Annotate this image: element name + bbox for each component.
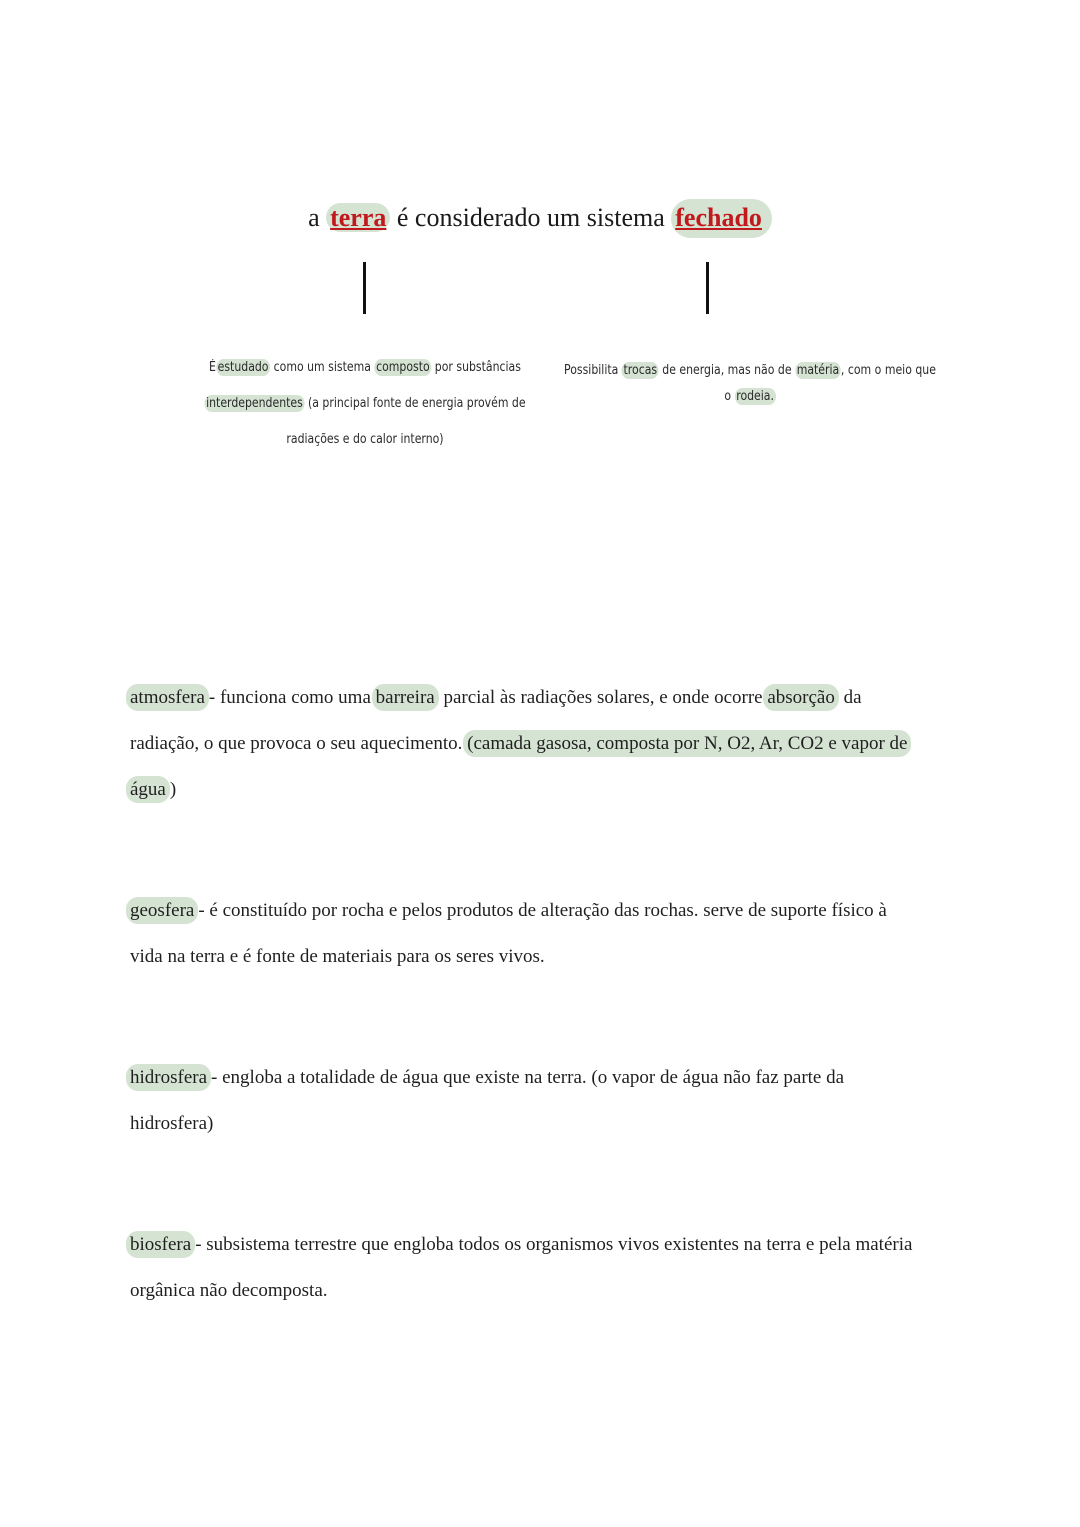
paragraph-text: - funciona como uma: [208, 687, 371, 708]
note-text: (a principal fonte de energia provém de: [307, 396, 526, 411]
term-geosfera: geosfera: [126, 897, 198, 924]
highlight-agua: água: [126, 776, 170, 803]
paragraph-hidrosfera: [130, 1055, 970, 1147]
note-text: como um sistema: [273, 360, 371, 375]
highlight-absorcao: absorção: [763, 684, 839, 711]
note-left-line-2: [193, 386, 537, 422]
term-hidrosfera: hidrosfera: [126, 1064, 211, 1091]
paragraph-text: ): [169, 779, 177, 800]
title-pre: a: [308, 203, 320, 232]
note-right-line-1: [557, 358, 943, 384]
note-text: o: [724, 389, 732, 404]
paragraph-line: [130, 1222, 970, 1268]
paragraph-text: parcial às radiações solares, e onde ocorre: [443, 687, 763, 708]
paragraph-line: [130, 888, 970, 934]
note-text: Possibilita: [564, 363, 619, 378]
paragraph-biosfera: [130, 1222, 970, 1314]
title-mid: é considerado um sistema: [396, 203, 665, 232]
paragraph-atmosfera: [130, 675, 970, 813]
paragraph-text: - subsistema terrestre que engloba todos os organismos vivos existentes na terra e pela matéria: [195, 1234, 913, 1255]
paragraph-line: hidrosfera): [130, 1113, 214, 1134]
paragraph-line: [130, 721, 970, 767]
note-text: , com o meio que: [840, 363, 936, 378]
note-left: [193, 350, 537, 458]
note-right-line-2: [557, 384, 943, 410]
paragraph-text: - engloba a totalidade de água que existe na terra. (o vapor de água não faz parte da: [211, 1067, 845, 1088]
note-highlight: matéria: [796, 363, 840, 378]
note-left-line-1: [193, 350, 537, 386]
term-atmosfera: atmosfera: [126, 684, 209, 711]
paragraph-line: orgânica não decomposta.: [130, 1280, 328, 1301]
note-right: [557, 358, 943, 410]
paragraph-line: [130, 767, 970, 813]
highlight-camada-gasosa: (camada gasosa, composta por N, O2, Ar, CO2 e vapor de: [463, 730, 911, 757]
connector-line-left: [363, 262, 366, 314]
paragraph-text: radiação, o que provoca o seu aquecimento.: [130, 733, 463, 754]
note-text: de energia, mas não de: [662, 363, 792, 378]
note-highlight: composto: [376, 360, 430, 375]
note-highlight: trocas: [623, 363, 658, 378]
paragraph-text: da: [843, 687, 862, 708]
note-highlight: estudado: [217, 360, 269, 375]
paragraph-line: [130, 1055, 970, 1101]
connector-line-right: [706, 262, 709, 314]
title-term-terra: terra: [326, 203, 390, 232]
note-highlight: interdependentes: [206, 396, 303, 411]
note-text: por substâncias: [434, 360, 521, 375]
highlight-barreira: barreira: [372, 684, 439, 711]
term-biosfera: biosfera: [126, 1231, 195, 1258]
page-title: [0, 196, 1080, 240]
title-term-fechado: fechado: [671, 199, 772, 238]
paragraph-geosfera: [130, 888, 970, 980]
paragraph-line: vida na terra e é fonte de materiais para os seres vivos.: [130, 946, 545, 967]
note-highlight: rodeia.: [736, 389, 774, 404]
paragraph-line: [130, 675, 970, 721]
paragraph-text: - é constituído por rocha e pelos produtos de alteração das rochas. serve de suporte físico à: [198, 900, 887, 921]
note-text: É: [209, 360, 216, 375]
note-left-line-3: radiações e do calor interno): [286, 432, 444, 447]
